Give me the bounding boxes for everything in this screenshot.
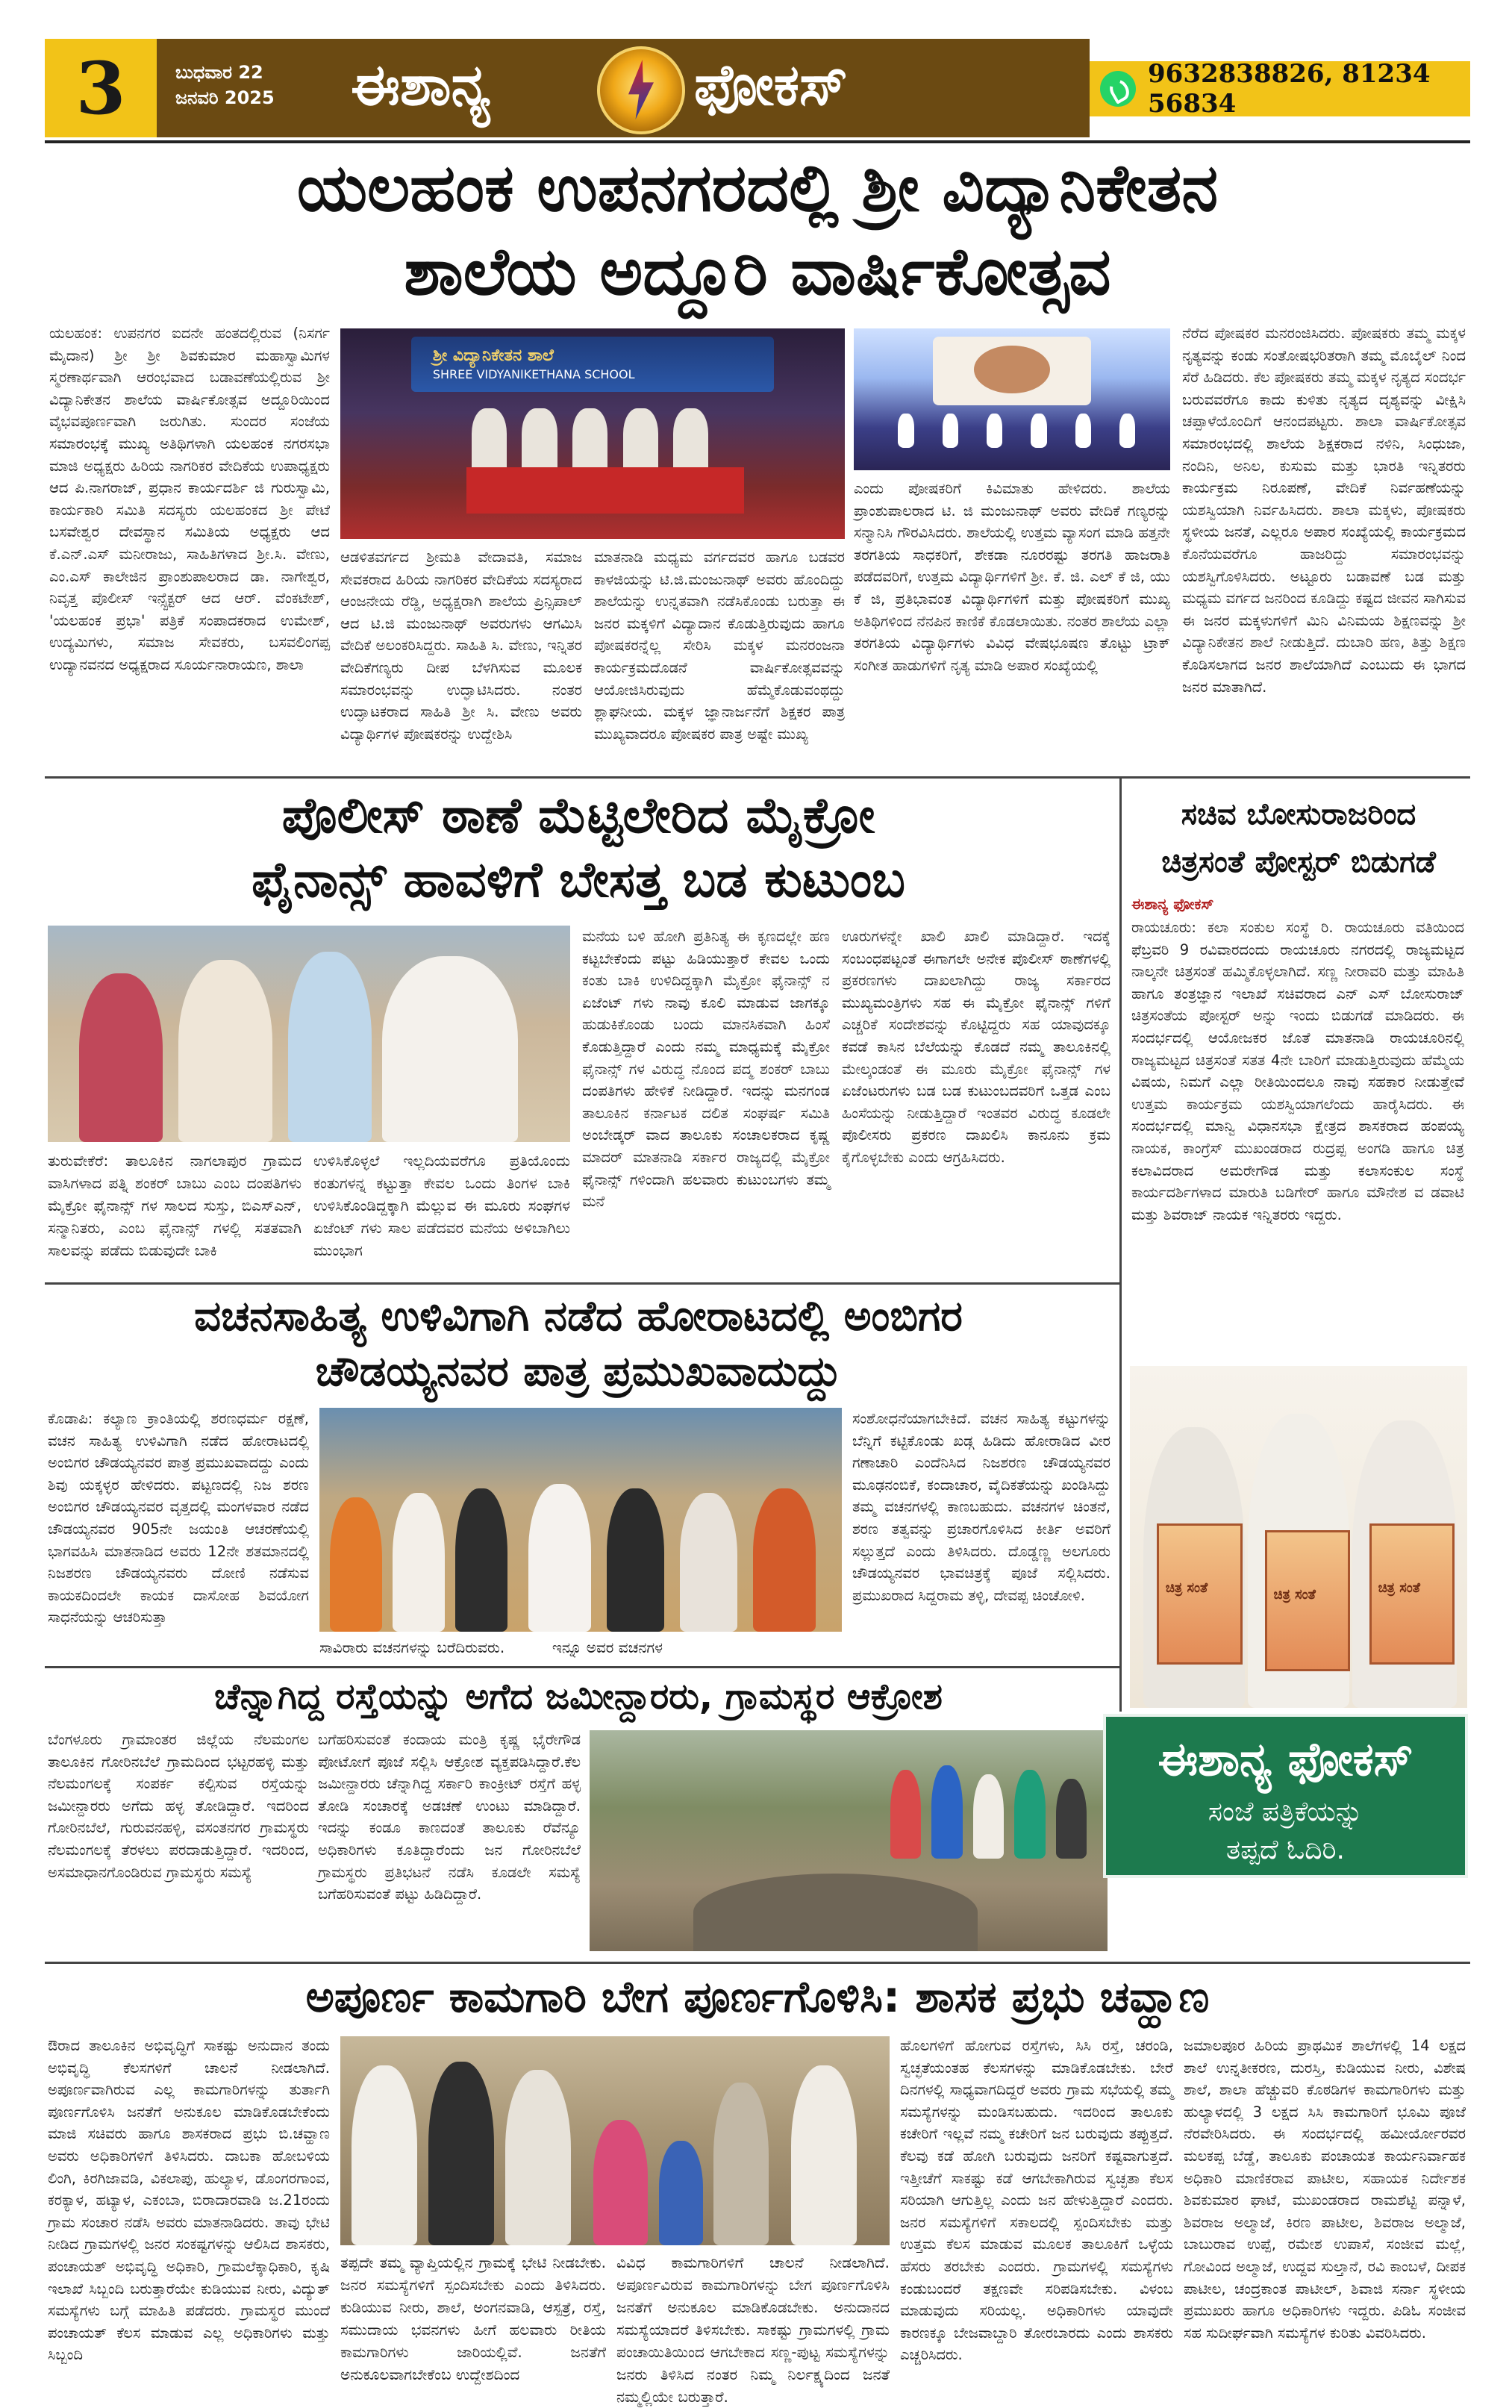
person-figure	[659, 2141, 703, 2245]
person-figure	[393, 1493, 445, 1632]
story1-column-4: ಎಂದು ಪೋಷಕರಿಗೆ ಕಿವಿಮಾತು ಹೇಳಿದರು. ಶಾಲೆಯ ಪ್ರಾಂಶುಪಾಲರಾದ ಟಿ. ಜಿ ಮಂಜುನಾಥ್ ಅವರು ವೇದಿಕೆ ಗಣ್ಯರನ್ನು ಸನ್ಮಾನಿಸಿ ಗೌರವಿಸಿದರು. ಶಾಲೆಯಲ್ಲಿ ಉತ್ತಮ ವ್ಯಾಸಂಗ ಮಾಡಿ ಹತ್ತನೇ ತರಗತಿಯ ಸಾಧಕರಿಗೆ, ಶೇಕಡಾ ನೂರರಷ್ಟು ತರಗತಿ ಹಾಜರಾತಿ ಪಡೆದವರಿಗೆ, ಉತ್ತಮ ವಿದ್ಯಾರ್ಥಿಗಳಿಗೆ ಶ್ರೀ. ಕೆ. ಜಿ. ಎಲ್ ಕೆ ಜಿ, ಯು ಕೆ ಜಿ, ಪ್ರತಿಭಾವಂತ ವಿದ್ಯಾರ್ಥಿಗಳಿಗೆ ಮತ್ತು ಪೋಷಕರಿಗೆ ಮುಖ್ಯ ಅತಿಥಿಗಳಿಂದ ನೆನಪಿನ ಕಾಣಿಕೆ ಕೊಡಲಾಯಿತು. ನಂತರ ಶಾಲೆಯ ಎಲ್ಲಾ ತರಗತಿಯ ವಿದ್ಯಾರ್ಥಿಗಳು ವಿವಿಧ ವೇಷಭೂಷಣ ತೊಟ್ಟು ಟ್ರಾಕ್ ಸಂಗೀತ ಹಾಡುಗಳಿಗೆ ನೃತ್ಯ ಮಾಡಿ ಅಪಾರ ಸಂಖ್ಯೆಯಲ್ಲಿ	[854, 480, 1170, 674]
poster-title: ಚಿತ್ರ ಸಂತೆ	[1165, 1579, 1208, 1596]
dug-soil-mound	[693, 1874, 978, 1951]
story4-photo	[319, 1408, 842, 1632]
promo-box	[1103, 1714, 1468, 1878]
story2-headline-line2: ಫೈನಾನ್ಸ್ ಹಾವಳಿಗೆ ಬೇಸತ್ತ ಬಡ ಕುಟುಂಬ	[252, 851, 905, 908]
story5-headline: ಚೆನ್ನಾಗಿದ್ದ ರಸ್ತೆಯನ್ನು ಅಗೆದ ಜಮೀನ್ದಾರರು, ಗ್ರಾಮಸ್ಥರ ಆಕ್ರೋಶ	[214, 1676, 943, 1718]
story2-headline-line1: ಪೊಲೀಸ್ ಠಾಣೆ ಮೆಟ್ಟಿಲೇರಿದ ಮೈಕ್ರೋ	[281, 787, 875, 844]
story4-column-left: ಕೊಡಾಪಿ: ಕಲ್ಯಾಣ ಕ್ರಾಂತಿಯಲ್ಲಿ ಶರಣಧರ್ಮ ರಕ್ಷಣೆ, ವಚನ ಸಾಹಿತ್ಯ ಉಳಿವಿಗಾಗಿ ನಡೆದ ಹೋರಾಟದಲ್ಲಿ ಅಂಬಿಗರ ಚೌಡಯ್ಯನವರ ಪಾತ್ರ ಪ್ರಮುಖವಾದದ್ದು ಎಂದು ಶಿವು ಯಕ್ಕಳ್ಳರ ಹೇಳಿದರು. ಪಟ್ಟಣದಲ್ಲಿ ನಿಜ ಶರಣ ಅಂಬಿಗರ ಚೌಡಯ್ಯನವರ ವೃತ್ತದಲ್ಲಿ ಮಂಗಳವಾರ ನಡೆದ ಚೌಡಯ್ಯನವರ 905ನೇ ಜಯಂತಿ ಆಚರಣೆಯಲ್ಲಿ ಭಾಗವಹಿಸಿ ಮಾತನಾಡಿದ ಅವರು 12ನೇ ಶತಮಾನದಲ್ಲಿ ನಿಜಶರಣ ಚೌಡಯ್ಯನವರು ದೋಣಿ ನಡೆಸುವ ಕಾಯಕದಿಂದಲೇ ಕಾಯಕ ದಾಸೋಹ ಶಿವಯೋಗ ಸಾಧನೆಯನ್ನು ಆಚರಿಸುತ್ತಾ	[48, 1410, 309, 1626]
section-rule	[45, 1282, 1119, 1285]
story3-byline: ಈಶಾನ್ಯ ಫೋಕಸ್	[1131, 895, 1214, 913]
whatsapp-icon	[1100, 71, 1136, 107]
story4-headline-line2: ಚೌಡಯ್ಯನವರ ಪಾತ್ರ ಪ್ರಮುಖವಾದುದ್ದು	[315, 1347, 842, 1396]
story2-column-a: ಮನೆಯ ಬಳಿ ಹೋಗಿ ಪ್ರತಿನಿತ್ಯ ಈ ಕೃಣದಲ್ಲೇ ಹಣ ಕಟ್ಟಬೇಕೆಂದು ಪಟ್ಟು ಹಿಡಿಯುತ್ತಾರೆ ಕೇವಲ ಒಂದು ಕಂತು ಬಾಕಿ ಉಳಿದಿದ್ದಕ್ಕಾಗಿ ಮೈಕ್ರೋ ಫೈನಾನ್ಸ್ ನ ಏಜೆಂಟ್ ಗಳು ನಾವು ಕೂಲಿ ಮಾಡುವ ಜಾಗಕ್ಕೂ ಹುಡುಕಿಕೊಂಡು ಬಂದು ಮಾನಸಿಕವಾಗಿ ಹಿಂಸೆ ಕೊಡುತ್ತಿದ್ದಾರೆ ಎಂದು ನಮ್ಮ ಮಾಧ್ಯಮಕ್ಕೆ ಮೈಕ್ರೋ ಫೈನಾನ್ಸ್ ಗಳ ವಿರುದ್ಧ ನೊಂದ ಪದ್ಮ ಶಂಕರ್ ಬಾಬು ದಂಪತಿಗಳು ಹೇಳಿಕೆ ನೀಡಿದ್ದಾರೆ. ಇದನ್ನು ಮನಗಂಡ ತಾಲೂಕಿನ ಕರ್ನಾಟಕ ದಲಿತ ಸಂಘರ್ಷ ಸಮಿತಿ ಅಂಬೇಡ್ಕರ್ ವಾದ ತಾಲೂಕು ಸಂಚಾಲಕರಾದ ಕೃಷ್ಣ ಮಾದರ್ ಮಾತನಾಡಿ ಸರ್ಕಾರ ರಾಜ್ಯದಲ್ಲಿ ಮೈಕ್ರೋ ಫೈನಾನ್ಸ್ ಗಳಿಂದಾಗಿ ಹಲವಾರು ಕುಟುಂಬಗಳು ತಮ್ಮ ಮನೆ	[582, 928, 830, 1211]
person-figure	[528, 1484, 591, 1632]
story1-column-5: ನೆರೆದ ಪೋಷಕರ ಮನರಂಜಿಸಿದರು. ಪೋಷಕರು ತಮ್ಮ ಮಕ್ಕಳ ನೃತ್ಯವನ್ನು ಕಂಡು ಸಂತೋಷಭರಿತರಾಗಿ ತಮ್ಮ ಮೊಬೈಲ್ ನಿಂದ ಸೆರೆ ಹಿಡಿದರು. ಕೆಲ ಪೋಷಕರು ತಮ್ಮ ಮಕ್ಕಳ ನೃತ್ಯದ ಸಂದರ್ಭ ಬರುವವರೆಗೂ ಕಾದು ಕುಳಿತು ನೃತ್ಯದ ದೃಶ್ಯವನ್ನು ವೀಕ್ಷಿಸಿ ಚಪ್ಪಾಳೆಯೊಂದಿಗೆ ಆನಂದಪಟ್ಟರು. ಶಾಲಾ ವಾರ್ಷಿಕೋತ್ಸವ ಸಮಾರಂಭದಲ್ಲಿ ಶಾಲೆಯ ಶಿಕ್ಷಕರಾದ ನಳಿನಿ, ಸಿಂಧುಜಾ, ನಂದಿನಿ, ಅನಿಲ, ಕುಸುಮ ಮತ್ತು ಭಾರತಿ ಇನ್ನಿತರರು ಕಾರ್ಯಕ್ರಮ ನಿರೂಪಣೆ, ವೇದಿಕೆ ನಿರ್ವಹಣೆಯನ್ನು ಯಶಸ್ವಿಯಾಗಿ ನಿರ್ವಹಿಸಿದರು. ಶಾಲಾ ಮಕ್ಕಳು, ಪೋಷಕರು ಸ್ಥಳೀಯ ಜನತೆ, ಎಲ್ಲರೂ ಅಪಾರ ಸಂಖ್ಯೆಯಲ್ಲಿ ಕಾರ್ಯಕ್ರಮದ ಕೊನೆಯವರೆಗೂ ಹಾಜರಿದ್ದು ಸಮಾರಂಭವನ್ನು ಯಶಸ್ವಿಗೊಳಿಸಿದರು. ಅಟ್ಟೂರು ಬಡಾವಣೆ ಬಡ ಮತ್ತು ಮಧ್ಯಮ ವರ್ಗದ ಜನರಿಂದ ಕೂಡಿದ್ದು ಕಷ್ಟದ ಜೀವನ ಸಾಗಿಸುವ ಈ ಜನರ ಮಕ್ಕಳುಗಳಿಗೆ ಮಿನಿ ವಿನಿಮಯ ಶಿಕ್ಷಣವನ್ನು ಶ್ರೀ ವಿದ್ಯಾನಿಕೇತನ ಶಾಲೆ ನೀಡುತ್ತಿದೆ. ದುಬಾರಿ ಹಣ, ತಿತ್ತು ಶಿಕ್ಷಣ ಕೊಡಿಸಲಾಗದ ಜನರ ಶಾಲೆಯಾಗಿದೆ ಎಂಬುದು ಈ ಭಾಗದ ಜನರ ಮಾತಾಗಿದೆ.	[1182, 325, 1466, 696]
story3-body: ರಾಯಚೂರು: ಕಲಾ ಸಂಕುಲ ಸಂಸ್ಥೆ ರಿ. ರಾಯಚೂರು ವತಿಯಿಂದ ಫೆಬ್ರವರಿ 9 ರವಿವಾರದಂದು ರಾಯಚೂರು ನಗರದಲ್ಲಿ ರಾಜ್ಯಮಟ್ಟದ ನಾಲ್ಕನೇ ಚಿತ್ರಸಂತೆ ಹಮ್ಮಿಕೊಳ್ಳಲಾಗಿದೆ. ಸಣ್ಣ ನೀರಾವರಿ ಮತ್ತು ಮಾಹಿತಿ ಹಾಗೂ ತಂತ್ರಜ್ಞಾನ ಇಲಾಖೆ ಸಚಿವರಾದ ಎನ್ ಎಸ್ ಬೋಸುರಾಜ್ ಚಿತ್ರಸಂತೆಯ ಪೋಸ್ಟರ್ ಅನ್ನು ಇಂದು ಬಿಡುಗಡೆ ಮಾಡಿದರು. ಈ ಸಂದರ್ಭದಲ್ಲಿ ಆಯೋಜಕರ ಜೊತೆ ಮಾತನಾಡಿ ರಾಯಚೂರಿನಲ್ಲಿ ರಾಜ್ಯಮಟ್ಟದ ಚಿತ್ರಸಂತೆ ಸತತ 4ನೇ ಬಾರಿಗೆ ಮಾಡುತ್ತಿರುವುದು ಹೆಮ್ಮೆಯ ವಿಷಯ, ನಿಮಗೆ ಎಲ್ಲಾ ರೀತಿಯಿಂದಲೂ ನಾವು ಸಹಕಾರ ನೀಡುತ್ತೇವೆ ಉತ್ತಮ ಕಾರ್ಯಕ್ರಮ ಯಶಸ್ವಿಯಾಗಲೆಂದು ಹಾರೈಸಿದರು. ಈ ಸಂದರ್ಭದಲ್ಲಿ ಮಾನ್ವಿ ವಿಧಾನಸಭಾ ಕ್ಷೇತ್ರದ ಶಾಸಕರಾದ ಹಂಪಯ್ಯ ನಾಯಕ, ಕಾಂಗ್ರೆಸ್ ಮುಖಂಡರಾದ ರುದ್ರಪ್ಪ ಅಂಗಡಿ ಹಾಗೂ ಚಿತ್ರ ಕಲಾವಿದರಾದ ಅಮರೇಗೌಡ ಮತ್ತು ಕಲಾಸಂಕುಲ ಸಂಸ್ಥೆ ಕಾರ್ಯದರ್ಶಿಗಳಾದ ಮಾರುತಿ ಬಡಿಗೇರ್ ಹಾಗೂ ಮೌನೇಶ ವ ಡವಾಟಿ ಮತ್ತು ಶಿವರಾಜ್ ನಾಯಕ ಇನ್ನಿತರರು ಇದ್ದರು.	[1131, 919, 1464, 1223]
person-figure	[1014, 1770, 1046, 1858]
section-rule	[45, 1666, 1119, 1668]
story6-caption-left: ತಪ್ಪದೇ ತಮ್ಮ ವ್ಯಾಪ್ತಿಯಲ್ಲಿನ ಗ್ರಾಮಕ್ಕೆ ಭೇಟಿ ನೀಡಬೇಕು. ಜನರ ಸಮಸ್ಯೆಗಳಿಗೆ ಸ್ಪಂದಿಸಬೇಕು ಎಂದು ತಿಳಿಸಿದರು. ಕುಡಿಯುವ ನೀರು, ಶಾಲೆ, ಅಂಗನವಾಡಿ, ಆಸ್ಪತ್ರೆ, ರಸ್ತೆ, ಸಮುದಾಯ ಭವನಗಳು ಹೀಗೆ ಹಲವಾರು ರೀತಿಯ ಕಾಮಗಾರಿಗಳು ಜಾರಿಯಲ್ಲಿವೆ. ಜನತೆಗೆ ಅನುಕೂಲವಾಗಬೇಕೆಂಬ ಉದ್ದೇಶದಿಂದ	[340, 2253, 606, 2383]
story5-column-a: ಬೆಂಗಳೂರು ಗ್ರಾಮಾಂತರ ಜಿಲ್ಲೆಯ ನೆಲಮಂಗಲ ತಾಲೂಕಿನ ಗೋರಿನಬೆಲೆ ಗ್ರಾಮದಿಂದ ಭಟ್ಟರಹಳ್ಳಿ ಮತ್ತು ನೆಲಮಂಗಲಕ್ಕೆ ಸಂಪರ್ಕ ಕಲ್ಪಿಸುವ ರಸ್ತೆಯನ್ನು ಜಮೀನ್ದಾರರು ಅಗೆದು ಹಳ್ಳ ತೋಡಿದ್ದಾರೆ. ಇದರಿಂದ ಗೋರಿನಬೆಲೆ, ಗುರುವನಹಳ್ಳಿ, ವಸಂತನಗರ ಗ್ರಾಮಸ್ಥರು ನೆಲಮಂಗಲಕ್ಕೆ ತೆರಳಲು ಪರದಾಡುತ್ತಿದ್ದಾರೆ. ಇದರಿಂದ, ಅಸಮಾಧಾನಗೊಂಡಿರುವ ಗ್ರಾಮಸ್ಥರು ಸಮಸ್ಯೆ	[48, 1731, 309, 1881]
story3-headline-line2: ಚಿತ್ರಸಂತೆ ಪೋಸ್ಟರ್ ಬಿಡುಗಡೆ	[1161, 845, 1436, 879]
dancer-figure	[943, 414, 958, 448]
story5-photo	[590, 1730, 1108, 1951]
story2-photo	[48, 926, 570, 1142]
story6-photo	[340, 2036, 890, 2245]
contact-phones: 9632838826, 81234 56834	[1148, 59, 1431, 119]
issue-date	[175, 60, 325, 110]
person-figure	[593, 2120, 649, 2245]
story2-caption-left: ತುರುವೇಕೆರೆ: ತಾಲೂಕಿನ ನಾಗಲಾಪುರ ಗ್ರಾಮದ ವಾಸಿಗಳಾದ ಪತ್ನಿ ಶಂಕರ್ ಬಾಬು ಎಂಬ ದಂಪತಿಗಳು ಮೈಕ್ರೋ ಫೈನಾನ್ಸ್ ಗಳ ಸಾಲದ ಸುಸ್ತು, ಬಿಎಸ್ಎನ್, ಸನ್ಮಾನಿತರು, ಎಂಬ ಫೈನಾನ್ಸ್ ಗಳಲ್ಲಿ ಸತತವಾಗಿ ಸಾಲವನ್ನು ಪಡೆದು ಬಿಡುವುದೇ ಬಾಕಿ	[48, 1152, 302, 1259]
contact-bar	[1090, 59, 1470, 119]
story1-photo-dance	[854, 328, 1170, 470]
person-figure	[79, 973, 163, 1142]
person-figure	[352, 2065, 417, 2245]
masthead-rule	[45, 140, 1470, 143]
poster-title: ಚಿತ್ರ ಸಂತೆ	[1273, 1587, 1316, 1603]
promo-brand: ಈಶಾನ್ಯ ಫೋಕಸ್	[1158, 1732, 1413, 1786]
school-banner-subtitle: SHREE VIDYANIKETHANA SCHOOL	[432, 367, 635, 382]
issue-day: ಬುಧವಾರ 22	[175, 62, 263, 83]
poster-sheet	[1369, 1523, 1455, 1665]
story3-headline-line1: ಸಚಿವ ಬೋಸುರಾಜರಿಂದ	[1181, 797, 1416, 832]
poster-sheet	[1157, 1523, 1242, 1665]
person-figure	[472, 408, 507, 472]
lightning-bolt-icon	[597, 46, 685, 134]
story2-column-b: ಊರುಗಳನ್ನೇ ಖಾಲಿ ಖಾಲಿ ಮಾಡಿದ್ದಾರೆ. ಇದಕ್ಕೆ ಸಂಬಂಧಪಟ್ಟಂತೆ ಈಗಾಗಲೇ ಅನೇಕ ಪೊಲೀಸ್ ಠಾಣೆಗಳಲ್ಲಿ ಪ್ರಕರಣಗಳು ದಾಖಲಾಗಿದ್ದು ರಾಜ್ಯ ಸರ್ಕಾರದ ಮುಖ್ಯಮಂತ್ರಿಗಳು ಸಹ ಈ ಮೈಕ್ರೋ ಫೈನಾನ್ಸ್ ಗಳಿಗೆ ಎಚ್ಚರಿಕೆ ಸಂದೇಶವನ್ನು ಕೊಟ್ಟಿದ್ದರು ಸಹ ಯಾವುದಕ್ಕೂ ಕವಡೆ ಕಾಸಿನ ಬೆಲೆಯನ್ನು ಕೊಡದೆ ನಮ್ಮ ತಾಲೂಕಿನಲ್ಲಿ ಮೇಲ್ಕಂಡಂತೆ ಈ ಮೂರು ಮೈಕ್ರೋ ಫೈನಾನ್ಸ್ ಗಳ ಏಜೆಂಟರುಗಳು ಬಡ ಬಡ ಕುಟುಂಬದವರಿಗೆ ಒತ್ತಡ ಎಂಬ ಹಿಂಸೆಯನ್ನು ನೀಡುತ್ತಿದ್ದಾರೆ ಇಂತವರ ವಿರುದ್ಧ ಕೂಡಲೇ ಪೊಲೀಸರು ಪ್ರಕರಣ ದಾಖಲಿಸಿ ಕಾನೂನು ಕ್ರಮ ಕೈಗೊಳ್ಳಬೇಕು ಎಂದು ಆಗ್ರಹಿಸಿದರು.	[842, 928, 1110, 1166]
person-figure	[713, 2083, 769, 2245]
person-figure	[572, 408, 607, 472]
person-figure	[178, 960, 272, 1142]
section-rule	[45, 1962, 1470, 1964]
story4-headline-line1: ವಚನಸಾಹಿತ್ಯ ಉಳಿವಿಗಾಗಿ ನಡೆದ ಹೋರಾಟದಲ್ಲಿ ಅಂಬಿಗರ	[194, 1292, 963, 1341]
story1-column-2: ಆಡಳಿತವರ್ಗದ ಶ್ರೀಮತಿ ವೇದಾವತಿ, ಸಮಾಜ ಸೇವಕರಾದ ಹಿರಿಯ ನಾಗರಿಕರ ವೇದಿಕೆಯ ಸದಸ್ಯರಾದ ಆಂಜನೇಯ ರೆಡ್ಡಿ, ಅಧ್ಯಕ್ಷರಾಗಿ ಶಾಲೆಯ ಪ್ರಿನ್ಸಿಪಾಲ್ ಆದ ಟಿ.ಜಿ ಮಂಜುನಾಥ್ ಅವರುಗಳು ಆಗಮಿಸಿ ವೇದಿಕೆ ಅಲಂಕರಿಸಿದ್ದರು. ಸಾಹಿತಿ ಸಿ. ವೇಣು, ಇನ್ನಿತರ ವೇದಿಕೆಗಣ್ಯರು ದೀಪ ಬೆಳಗಿಸುವ ಮೂಲಕ ಸಮಾರಂಭವನ್ನು ಉದ್ಘಾಟಿಸಿದರು. ನಂತರ ಉದ್ಘಾಟಕರಾದ ಸಾಹಿತಿ ಶ್ರೀ ಸಿ. ವೇಣು ಅವರು ವಿದ್ಯಾರ್ಥಿಗಳ ಪೋಷಕರನ್ನು ಉದ್ದೇಶಿಸಿ	[340, 549, 582, 743]
masthead	[45, 39, 1470, 137]
poster-title: ಚಿತ್ರ ಸಂತೆ	[1378, 1579, 1421, 1596]
story1-column-1: ಯಲಹಂಕ: ಉಪನಗರ ಐದನೇ ಹಂತದಲ್ಲಿರುವ (ನಿಸರ್ಗ ಮೈದಾನ) ಶ್ರೀ ಶ್ರೀ ಶಿವಕುಮಾರ ಮಹಾಸ್ವಾಮಿಗಳ ಸ್ಮರಣಾರ್ಥವಾಗಿ ಆರಂಭವಾದ ಬಡಾವಣೆಯಲ್ಲಿರುವ ಶ್ರೀ ವಿದ್ಯಾನಿಕೇತನ ಶಾಲೆಯ ವಾರ್ಷಿಕೋತ್ಸವ ಅದ್ದೂರಿಯಿಂದ ವೈಭವಪೂರ್ಣವಾಗಿ ಜರುಗಿತು. ಸುಂದರ ಸಂಜೆಯ ಸಮಾರಂಭಕ್ಕೆ ಮುಖ್ಯ ಅತಿಥಿಗಳಾಗಿ ಯಲಹಂಕ ನಗರಸಭಾ ಮಾಜಿ ಅಧ್ಯಕ್ಷರು ಹಿರಿಯ ನಾಗರಿಕರ ವೇದಿಕೆಯ ಉಪಾಧ್ಯಕ್ಷರು ಆದ ಪಿ.ನಾಗರಾಜ್, ಪ್ರಧಾನ ಕಾರ್ಯದರ್ಶಿ ಜಿ ಗುರುಸ್ವಾಮಿ, ಕಾರ್ಯಕಾರಿ ಸಮಿತಿ ಸದಸ್ಯರು ಯಲಹಂಕದ ಶ್ರೀ ಪೇಟೆ ಬಸವೇಶ್ವರ ದೇವಸ್ಥಾನ ಸಮಿತಿಯ ಅಧ್ಯಕ್ಷರು ಆದ ಕೆ.ಎನ್.ಎಸ್ ಮನೀರಾಜು, ಸಾಹಿತಿಗಳಾದ ಶ್ರೀ.ಸಿ. ವೇಣು, ಎಂ.ಎಸ್ ಕಾಲೇಜಿನ ಪ್ರಾಂಶುಪಾಲರಾದ ಡಾ. ನಾಗೇಶ್ವರ, ನಿವೃತ್ತ ಪೊಲೀಸ್ ಇನ್ಸ್ಪೆಕ್ಟರ್ ಆದ ಆರ್. ವೆಂಕಟೇಶ್, 'ಯಲಹಂಕ ಪ್ರಭಾ' ಪತ್ರಿಕೆ ಸಂಪಾದಕರಾದ ಉಮೇಶ್, ಉದ್ಯಮಿಗಳು, ಸಮಾಜ ಸೇವಕರು, ಬಸವಲಿಂಗಪ್ಪ ಉದ್ಯಾನವನದ ಅಧ್ಯಕ್ಷರಾದ ಸೂರ್ಯನಾರಾಯಣ, ಶಾಲಾ	[49, 325, 330, 673]
portrait-on-screen	[974, 346, 1050, 394]
story2-caption-right: ಉಳಿಸಿಕೊಳ್ಳಲೆ ಇಲ್ಲದಿಯವರೆಗೂ ಪ್ರತಿಯೊಂದು ಕಂತುಗಳನ್ನ ಕಟ್ಟುತ್ತಾ ಕೇವಲ ಒಂದು ತಿಂಗಳ ಬಾಕಿ ಉಳಿಸಿಕೊಂಡಿದ್ದಕ್ಕಾಗಿ ಮೆಲ್ಲುವ ಈ ಮೂರು ಸಂಘಗಳ ಏಜೆಂಟ್ ಗಳು ಸಾಲ ಪಡೆದವರ ಮನೆಯ ಅಳಿಬಾಗಿಲು ಮುಂಭಾಗ	[313, 1152, 570, 1259]
person-figure	[330, 1497, 382, 1632]
column-rule	[1119, 779, 1122, 1712]
person-figure	[1056, 1779, 1087, 1859]
person-figure	[455, 1488, 507, 1632]
person-figure	[288, 952, 372, 1142]
person-figure	[931, 1765, 963, 1858]
dancer-figure	[898, 414, 913, 448]
person-figure	[973, 1774, 1005, 1858]
section-rule	[45, 776, 1470, 779]
person-figure	[673, 408, 708, 472]
brand-name-left: ಈಶಾನ್ಯ	[351, 52, 491, 118]
person-figure	[382, 956, 518, 1142]
dancer-figure	[987, 414, 1002, 448]
story6-headline: ಅಪೂರ್ಣ ಕಾಮಗಾರಿ ಬೇಗ ಪೂರ್ಣಗೊಳಿಸಿ: ಶಾಸಕ ಪ್ರಭು ಚವ್ಹಾಣ	[305, 1971, 1210, 2022]
dancer-figure	[1075, 414, 1091, 448]
story5-column-b: ಬಗೆಹರಿಸುವಂತೆ ಕಂದಾಯ ಮಂತ್ರಿ ಕೃಷ್ಣ ಭೈರೇಗೌಡ ಪೋಟೋಗೆ ಪೂಜೆ ಸಲ್ಲಿಸಿ ಆಕ್ರೋಶ ವ್ಯಕ್ತಪಡಿಸಿದ್ದಾರೆ.ಕೆಲ ಜಮೀನ್ದಾರರು ಚೆನ್ನಾಗಿದ್ದ ಸರ್ಕಾರಿ ಕಾಂಕ್ರೀಟ್ ರಸ್ತೆಗೆ ಹಳ್ಳ ತೋಡಿ ಸಂಚಾರಕ್ಕೆ ಅಡಚಣೆ ಉಂಟು ಮಾಡಿದ್ದಾರೆ. ಇದನ್ನು ಕಂಡೂ ಕಾಣದಂತೆ ತಾಲೂಕು ರೆವೆನ್ಯೂ ಅಧಿಕಾರಿಗಳು ಕೂತಿದ್ದಾರೆಂದು ಜನ ಗೋರಿನಬೆಲೆ ಗ್ರಾಮಸ್ಥರು ಪ್ರತಿಭಟನೆ ನಡೆಸಿ ಕೂಡಲೇ ಸಮಸ್ಯೆ ಬಗೆಹರಿಸುವಂತೆ ಪಟ್ಟು ಹಿಡಿದಿದ್ದಾರೆ.	[318, 1731, 581, 1903]
dancer-figure	[1031, 414, 1046, 448]
story6-column-a: ಔರಾದ ತಾಲೂಕಿನ ಅಭಿವೃದ್ಧಿಗೆ ಸಾಕಷ್ಟು ಅನುದಾನ ತಂದು ಅಭಿವೃದ್ಧಿ ಕೆಲಸಗಳಿಗೆ ಚಾಲನೆ ನೀಡಲಾಗಿದೆ. ಅಪೂರ್ಣವಾಗಿರುವ ಎಲ್ಲ ಕಾಮಗಾರಿಗಳನ್ನು ತುರ್ತಾಗಿ ಪೂರ್ಣಗೊಳಿಸಿ ಜನತೆಗೆ ಅನುಕೂಲ ಮಾಡಿಕೊಡಬೇಕೆಂದು ಮಾಜಿ ಸಚಿವರು ಹಾಗೂ ಶಾಸಕರಾದ ಪ್ರಭು ಬಿ.ಚವ್ಹಾಣ ಅವರು ಅಧಿಕಾರಿಗಳಿಗೆ ತಿಳಿಸಿದರು. ದಾಬಕಾ ಹೋಬಳಿಯ ಲಿಂಗಿ, ಕಿರಗಿಜಾವಡಿ, ವಿಕಲಾಪು, ಹುಲ್ಯಾಳ, ಡೊಂಗರಗಾಂವ, ಕರಕ್ಯಾಳ, ಹಟ್ಯಾಳ, ಎಕಂಬಾ, ಬಿರಾದಾರವಾಡಿ ಜ.21ರಂದು ಗ್ರಾಮ ಸಂಚಾರ ನಡೆಸಿ ಅವರು ಮಾತನಾಡಿದರು. ತಾವು ಭೇಟಿ ನೀಡಿದ ಗ್ರಾಮಗಳಲ್ಲಿ ಜನರ ಸಂಕಷ್ಟಗಳನ್ನು ಆಲಿಸಿದ ಶಾಸಕರು, ಪಂಚಾಯತ್ ಅಭಿವೃದ್ಧಿ ಅಧಿಕಾರಿ, ಗ್ರಾಮಲೆಕ್ಕಾಧಿಕಾರಿ, ಕೃಷಿ ಇಲಾಖೆ ಸಿಬ್ಬಂದಿ ಬರುತ್ತಾರೆಯೇ ಕುಡಿಯುವ ನೀರು, ವಿದ್ಯುತ್ ಸಮಸ್ಯೆಗಳು ಬಗ್ಗೆ ಮಾಹಿತಿ ಪಡೆದರು. ಗ್ರಾಮಸ್ಥರ ಮುಂದೆ ಪಂಚಾಯತ್ ಕೆಲಸ ಮಾಡುವ ಎಲ್ಲ ಅಧಿಕಾರಿಗಳು ಮತ್ತು ಸಿಬ್ಬಂದಿ	[48, 2037, 330, 2364]
stage-table	[466, 467, 744, 514]
story6-caption-right: ವಿವಿಧ ಕಾಮಗಾರಿಗಳಿಗೆ ಚಾಲನೆ ನೀಡಲಾಗಿದೆ. ಅಪೂರ್ಣವಿರುವ ಕಾಮಗಾರಿಗಳನ್ನು ಬೇಗ ಪೂರ್ಣಗೊಳಿಸಿ ಜನತೆಗೆ ಅನುಕೂಲ ಮಾಡಿಕೊಡಬೇಕು. ಅನುದಾನದ ಸಮಸ್ಯೆಯಾದರೆ ತಿಳಿಸಬೇಕು. ಸಾಕಷ್ಟು ಗ್ರಾಮಗಳಲ್ಲಿ ಗ್ರಾಮ ಪಂಚಾಯಿತಿಯಿಂದ ಆಗಬೇಕಾದ ಸಣ್ಣ-ಪುಟ್ಟ ಸಮಸ್ಯೆಗಳನ್ನು ಜನರು ತಿಳಿಸಿದ ನಂತರ ನಿಮ್ಮ ನಿರ್ಲಕ್ಷ್ಯದಿಂದ ಜನತೆ ನಮ್ಮಲ್ಲಿಯೇ ಬರುತ್ತಾರೆ.	[616, 2253, 890, 2406]
person-figure	[428, 2062, 494, 2245]
person-figure	[607, 1488, 664, 1632]
story3-photo-poster	[1130, 1366, 1467, 1708]
brand-name-right: ಫೋಕಸ್	[694, 52, 848, 118]
person-figure	[522, 408, 557, 472]
school-banner-title: ಶ್ರೀ ವಿದ್ಯಾನಿಕೇತನ ಶಾಲೆ	[432, 346, 554, 366]
person-figure	[791, 2065, 857, 2245]
story1-column-3: ಮಾತನಾಡಿ ಮಧ್ಯಮ ವರ್ಗದವರ ಹಾಗೂ ಬಡವರ ಕಾಳಜಿಯನ್ನು ಟಿ.ಜಿ.ಮಂಜುನಾಥ್ ಅವರು ಹೊಂದಿದ್ದು ಶಾಲೆಯನ್ನು ಉನ್ನತವಾಗಿ ನಡೆಸಿಕೊಂಡು ಬರುತ್ತಾ ಈ ಜನರ ಮಕ್ಕಳಿಗೆ ವಿದ್ಯಾದಾನ ಕೊಡುತ್ತಿರುವುದು ಹಾಗೂ ಪೋಷಕರನ್ನೆಲ್ಲ ಸೇರಿಸಿ ಮಕ್ಕಳ ಮನರಂಜನಾ ಕಾರ್ಯಕ್ರಮದೊಡನೆ ವಾರ್ಷಿಕೋತ್ಸವವನ್ನು ಆಯೋಜಿಸಿರುವುದು ಹೆಮ್ಮೆಕೊಡುವಂಥದ್ದು ಶ್ಲಾಘನೀಯ. ಮಕ್ಕಳ ಜ್ಞಾನಾರ್ಜನೆಗೆ ಶಿಕ್ಷಕರ ಪಾತ್ರ ಮುಖ್ಯವಾದರೂ ಪೋಷಕರ ಪಾತ್ರ ಅಷ್ಟೇ ಮುಖ್ಯ	[594, 549, 845, 743]
story1-headline-line1: ಯಲಹಂಕ ಉಪನಗರದಲ್ಲಿ ಶ್ರೀ ವಿದ್ಯಾನಿಕೇತನ	[296, 149, 1219, 226]
story4-caption: ಸಾವಿರಾರು ವಚನಗಳನ್ನು ಬರೆದಿರುವರು. ಇನ್ನೂ ಅವರ ವಚನಗಳ	[319, 1638, 663, 1656]
story6-column-b: ಹೊಲಗಳಿಗೆ ಹೋಗುವ ರಸ್ತೆಗಳು, ಸಿಸಿ ರಸ್ತೆ, ಚರಂಡಿ, ಸ್ವಚ್ಛತೆಯಂತಹ ಕೆಲಸಗಳನ್ನು ಮಾಡಿಕೊಡಬೇಕು. ಬೇರೆ ದಿನಗಳಲ್ಲಿ ಸಾಧ್ಯವಾಗದಿದ್ದರೆ ಅವರು ಗ್ರಾಮ ಸಭೆಯಲ್ಲಿ ತಮ್ಮ ಸಮಸ್ಯೆಗಳನ್ನು ಮಂಡಿಸಬಹುದು. ಇದರಿಂದ ತಾಲೂಕು ಕಚೇರಿಗೆ ಇಲ್ಲವೆ ನಮ್ಮ ಕಚೇರಿಗೆ ಜನ ಬರುವುದು ತಪ್ಪುತ್ತದೆ. ಕೆಲವು ಕಡೆ ಹೋಗಿ ಬರುವುದು ಜನರಿಗೆ ಕಷ್ಟವಾಗುತ್ತದೆ. ಇತ್ತೀಚೆಗೆ ಸಾಕಷ್ಟು ಕಡೆ ಆಗಬೇಕಾಗಿರುವ ಸ್ವಚ್ಛತಾ ಕೆಲಸ ಸರಿಯಾಗಿ ಆಗುತ್ತಿಲ್ಲ ಎಂದು ಜನ ಹೇಳುತ್ತಿದ್ದಾರೆ ಎಂದರು. ಜನರ ಸಮಸ್ಯೆಗಳಿಗೆ ಸಕಾಲದಲ್ಲಿ ಸ್ಪಂದಿಸಬೇಕು ಮತ್ತು ಉತ್ತಮ ಕೆಲಸ ಮಾಡುವ ಮೂಲಕ ತಾಲೂಕಿಗೆ ಒಳ್ಳೆಯ ಹೆಸರು ತರಬೇಕು ಎಂದರು. ಗ್ರಾಮಗಳಲ್ಲಿ ಸಮಸ್ಯೆಗಳು ಕಂಡುಬಂದರೆ ತಕ್ಷಣವೇ ಸರಿಪಡಿಸಬೇಕು. ವಿಳಂಬ ಮಾಡುವುದು ಸರಿಯಲ್ಲ. ಅಧಿಕಾರಿಗಳು ಯಾವುದೇ ಕಾರಣಕ್ಕೂ ಬೇಜವಾಬ್ದಾರಿ ತೋರಬಾರದು ಎಂದು ಶಾಸಕರು ಎಚ್ಚರಿಸಿದರು.	[900, 2037, 1173, 2364]
person-figure	[753, 1488, 816, 1632]
issue-month-year: ಜನವರಿ 2025	[175, 87, 275, 108]
dancer-figure	[1119, 414, 1135, 448]
story1-headline-line2: ಶಾಲೆಯ ಅದ್ದೂರಿ ವಾರ್ಷಿಕೋತ್ಸವ	[404, 233, 1111, 310]
poster-sheet	[1265, 1530, 1350, 1671]
story4-column-right: ಸಂಶೋಧನೆಯಾಗಬೇಕಿದೆ. ವಚನ ಸಾಹಿತ್ಯ ಕಟ್ಟುಗಳನ್ನು ಬೆನ್ನಿಗೆ ಕಟ್ಟಿಕೊಂಡು ಖಡ್ಗ ಹಿಡಿದು ಹೋರಾಡಿದ ವೀರ ಗಣಾಚಾರಿ ಎಂದೆನಿಸಿದ ನಿಜಶರಣ ಚೌಡಯ್ಯನವರ ಮೂಢನಂಬಿಕೆ, ಕಂದಾಚಾರ, ವೈದಿಕತೆಯನ್ನು ಖಂಡಿಸಿದ್ದು ತಮ್ಮ ವಚನಗಳಲ್ಲಿ ಕಾಣಬಹುದು. ವಚನಗಳ ಚಿಂತನೆ, ಶರಣ ತತ್ವವನ್ನು ಪ್ರಚಾರಗೊಳಿಸಿದ ಕೀರ್ತಿ ಅವರಿಗೆ ಸಲ್ಲುತ್ತದೆ ಎಂದು ತಿಳಿಸಿದರು. ದೊಡ್ಡಣ್ಣ ಅಲಗೂರು ಚೌಡಯ್ಯನವರ ಭಾವಚಿತ್ರಕ್ಕೆ ಪೂಜೆ ಸಲ್ಲಿಸಿದರು. ಪ್ರಮುಖರಾದ ಸಿದ್ದರಾಮ ತಳ್ಳಿ, ದೇವಪ್ಪ ಚಿಂಚೋಳಿ.	[852, 1410, 1110, 1604]
story1-photo-stage	[340, 328, 845, 539]
story6-column-c: ಜಮಾಲಪೂರ ಹಿರಿಯ ಪ್ರಾಥಮಿಕ ಶಾಲೆಗಳಲ್ಲಿ 14 ಲಕ್ಷದ ಶಾಲೆ ಉನ್ನತೀಕರಣ, ದುರಸ್ತಿ, ಕುಡಿಯುವ ನೀರು, ವಿಶೇಷ ಶಾಲೆ, ಶಾಲಾ ಹೆಚ್ಚುವರಿ ಕೊಠಡಿಗಳ ಕಾಮಗಾರಿಗಳು ಮತ್ತು ಹುಲ್ಯಾಳದಲ್ಲಿ 3 ಲಕ್ಷದ ಸಿಸಿ ಕಾಮಗಾರಿಗೆ ಭೂಮಿ ಪೂಜೆ ನೆರವೇರಿಸಿದರು. ಈ ಸಂದರ್ಭದಲ್ಲಿ ಹಮೀರ್ಯೋರವರ ಮಲಕಪ್ಪ ಬೆಡ್ಡೆ, ತಾಲೂಕು ಪಂಚಾಯತ ಕಾರ್ಯನಿರ್ವಾಹಕ ಅಧಿಕಾರಿ ಮಾಣಿಕರಾವ ಪಾಟೀಲ, ಸಹಾಯಕ ನಿರ್ದೇಶಕ ಶಿವಕುಮಾರ ಘಾಟೆ, ಮುಖಂಡರಾದ ರಾಮಶೆಟ್ಟಿ ಪನ್ನಾಳೆ, ಶಿವರಾಜ ಅಲ್ಮಾಜೆ, ಕಿರಣ ಪಾಟೀಲ, ಶಿವರಾಜ ಅಲ್ಮಾಜೆ, ಬಾಬುರಾವ ಉಪ್ಪೆ, ರಮೇಶ ಉಪಾಸೆ, ಸಂಜೀವ ಮಲ್ಲೆ, ಗೋವಿಂದ ಅಲ್ಮಾಜೆ, ಉದ್ದವ ಸುಲ್ತಾನೆ, ರವಿ ಕಾಂಬಳೆ, ದೀಪಕ ಪಾಟೀಲ, ಚಂದ್ರಕಾಂತ ಪಾಟೀಲ್, ಶಿವಾಜಿ ಸರ್ನಾ ಸ್ಥಳೀಯ ಪ್ರಮುಖರು ಹಾಗೂ ಅಧಿಕಾರಿಗಳು ಇದ್ದರು. ಪಿಡಿಓ ಸಂಜೀವ ಸಹ ಸುದೀರ್ಘವಾಗಿ ಸಮಸ್ಯೆಗಳ ಕುರಿತು ವಿವರಿಸಿದರು.	[1184, 2037, 1466, 2342]
promo-line-3: ತಪ್ಪದೆ ಓದಿರಿ.	[1226, 1835, 1345, 1865]
person-figure	[505, 2070, 571, 2245]
promo-line-2: ಸಂಜೆ ಪತ್ರಿಕೆಯನ್ನು	[1208, 1797, 1363, 1827]
person-figure	[623, 408, 658, 472]
person-figure	[890, 1770, 922, 1858]
page-number: 3	[45, 39, 157, 137]
person-figure	[680, 1493, 737, 1632]
school-banner	[411, 337, 775, 391]
